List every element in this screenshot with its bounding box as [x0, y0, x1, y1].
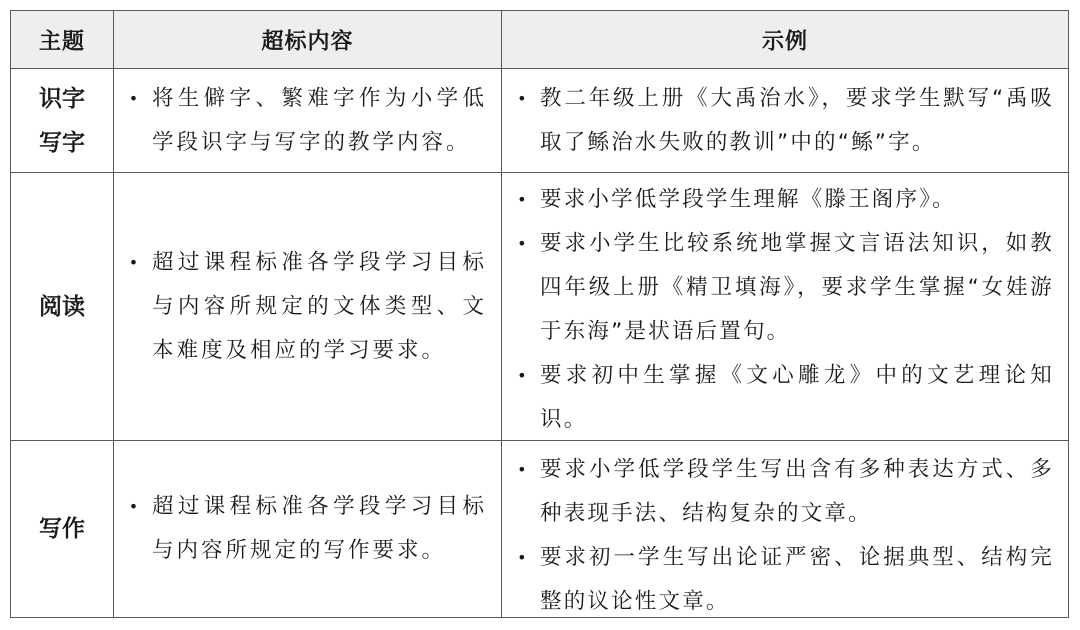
topic-label-line: 识字	[39, 85, 85, 112]
topic-cell	[11, 173, 114, 440]
topic-label	[11, 507, 113, 551]
topic-label-line: 阅读	[39, 293, 85, 320]
list-item-text: 教二年级上册《大禹治水》，要求学生默写“禹吸取了鲧治水失败的教训”中的“鲧”字。	[540, 85, 1054, 155]
list-item-text: 将生僻字、繁难字作为小学低学段识字与写字的教学内容。	[152, 85, 487, 155]
examples-list	[512, 77, 1054, 165]
table-header-row	[11, 11, 1068, 69]
list-item-text: 超过课程标准各学段学习目标与内容所规定的文体类型、文本难度及相应的学习要求。	[152, 249, 487, 363]
bullet-icon: •	[517, 460, 529, 479]
list-item	[512, 448, 1054, 536]
list-item	[512, 178, 1054, 222]
bullet-icon: •	[128, 88, 142, 108]
examples-list	[512, 178, 1054, 442]
header-topic-label: 主题	[38, 29, 85, 54]
header-content-label: 超标内容	[261, 29, 354, 54]
header-cell-examples	[502, 11, 1068, 68]
header-cell-content	[114, 11, 502, 68]
topic-cell	[11, 441, 114, 617]
list-item-text: 超过课程标准各学段学习目标与内容所规定的写作要求。	[152, 494, 487, 563]
bullet-icon: •	[517, 548, 529, 567]
list-item-text: 要求小学低学段学生写出含有多种表达方式、多种表现手法、结构复杂的文章。	[540, 457, 1054, 526]
bullet-icon: •	[517, 234, 529, 253]
list-item	[512, 77, 1054, 165]
topic-label-line: 写字	[39, 129, 85, 156]
examples-cell	[502, 173, 1068, 440]
table-row	[11, 69, 1068, 173]
header-cell-topic	[11, 11, 114, 68]
content-cell	[114, 441, 502, 617]
list-item	[124, 241, 487, 373]
bullet-icon: •	[128, 497, 142, 516]
topic-cell	[11, 69, 114, 172]
bullet-icon: •	[128, 252, 142, 272]
bullet-icon: •	[517, 88, 529, 108]
list-item	[512, 222, 1054, 354]
list-item-text: 要求初一学生写出论证严密、论据典型、结构完整的议论性文章。	[540, 545, 1054, 614]
list-item	[512, 354, 1054, 442]
examples-list	[512, 448, 1054, 624]
topic-label	[11, 285, 113, 329]
list-item-text: 要求小学生比较系统地掌握文言语法知识，如教四年级上册《精卫填海》，要求学生掌握“女娃游于东海”是状语后置句。	[540, 231, 1054, 344]
content-cell	[114, 173, 502, 440]
bullet-icon: •	[517, 366, 529, 385]
topic-label	[11, 77, 113, 165]
table-row	[11, 441, 1068, 617]
list-item	[512, 536, 1054, 624]
content-list	[124, 77, 487, 165]
examples-cell	[502, 69, 1068, 172]
examples-cell	[502, 441, 1068, 617]
content-list	[124, 485, 487, 573]
content-cell	[114, 69, 502, 172]
topic-label-line: 写作	[39, 516, 85, 542]
list-item	[124, 77, 487, 165]
list-item-text: 要求初中生掌握《文心雕龙》中的文艺理论知识。	[540, 363, 1054, 432]
list-item	[124, 485, 487, 573]
list-item-text: 要求小学低学段学生理解《滕王阁序》。	[540, 187, 956, 212]
bullet-icon: •	[517, 190, 529, 209]
content-list	[124, 241, 487, 373]
header-examples-label: 示例	[761, 29, 808, 54]
standards-table	[10, 10, 1069, 618]
table-row	[11, 173, 1068, 441]
